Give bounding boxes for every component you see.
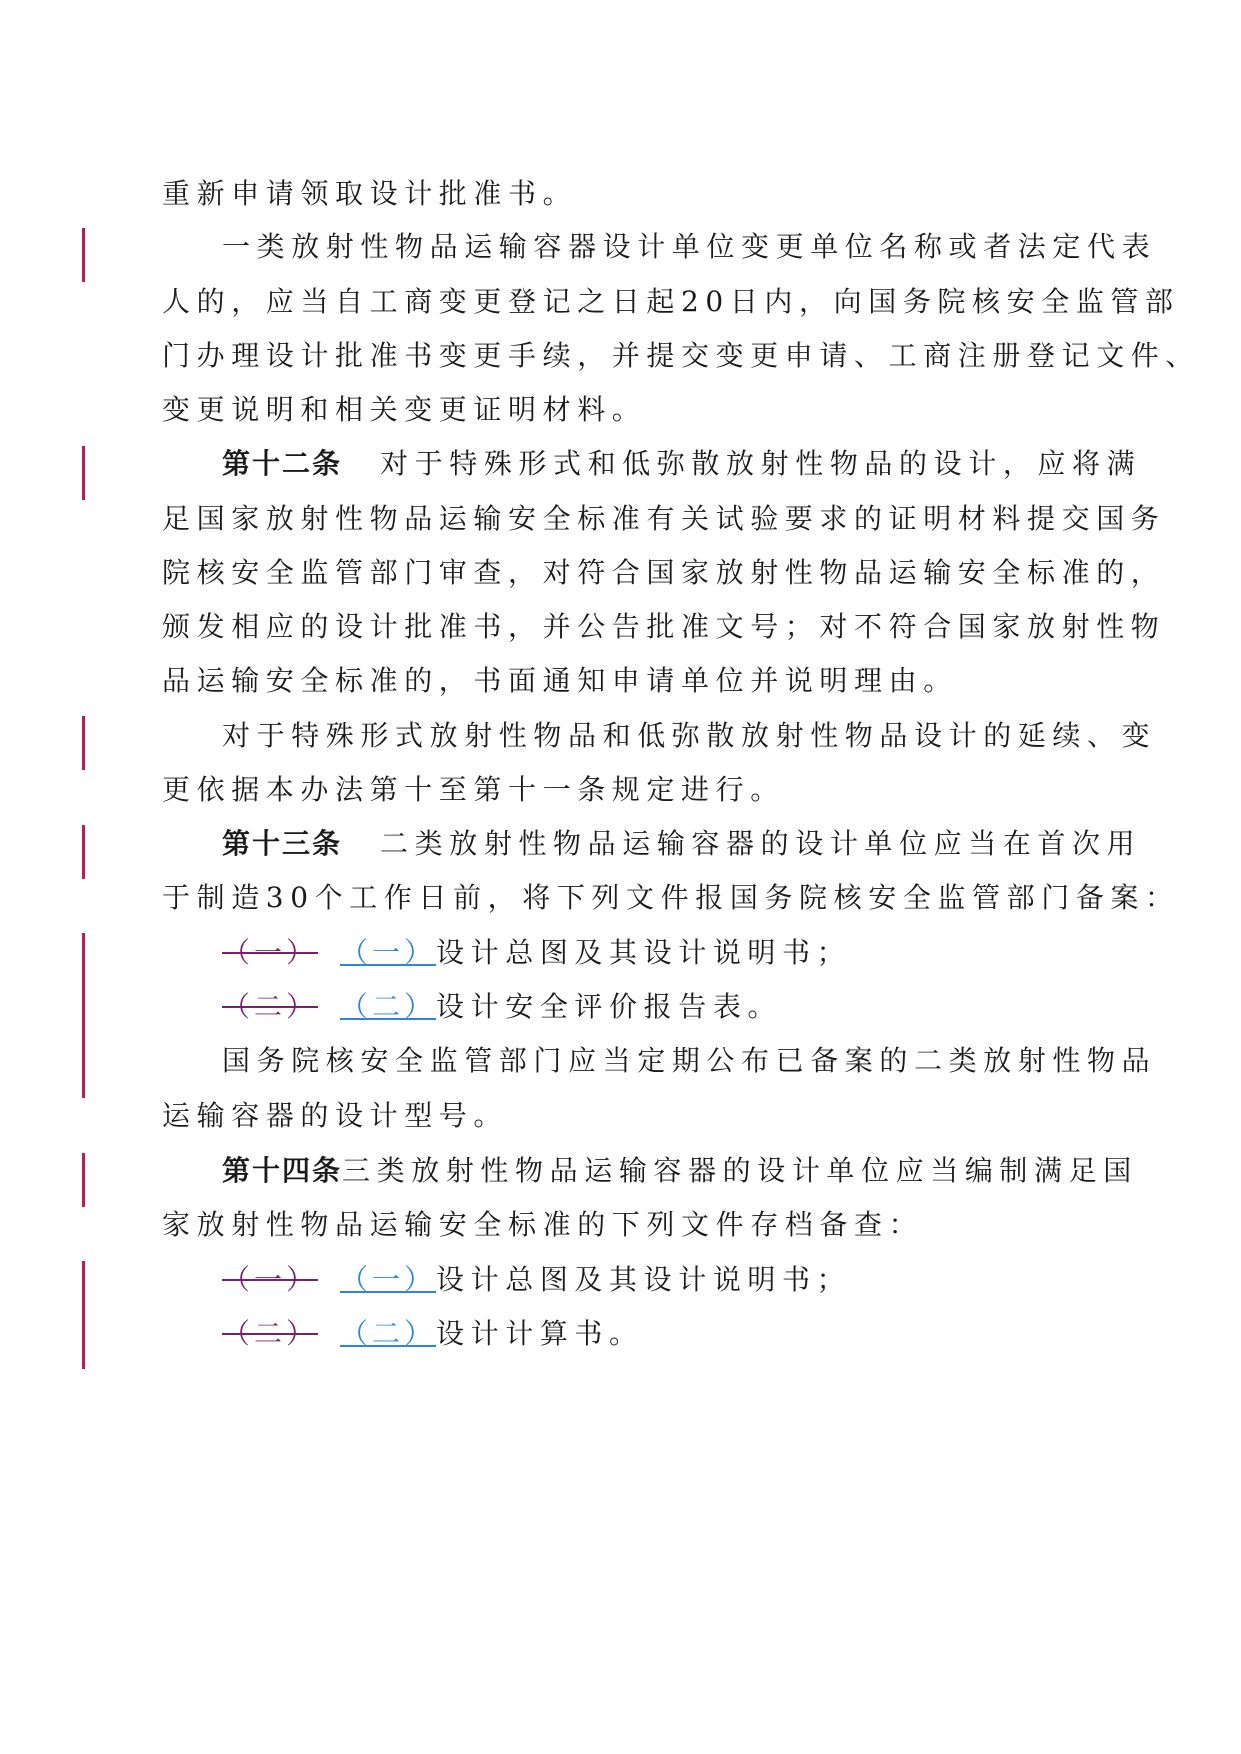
text-line: 家放射性物品运输安全标准的下列文件存档备查： [162, 1208, 924, 1241]
change-bar [82, 1153, 85, 1207]
inserted-text: （二） [340, 990, 437, 1023]
text-line: 对于特殊形式放射性物品和低弥散放射性物品设计的延续、变 [222, 719, 1157, 752]
article-heading: 第十四条 [222, 1154, 343, 1187]
text-line: 一类放射性物品运输容器设计单位变更单位名称或者法定代表 [222, 230, 1157, 263]
list-item [222, 1316, 644, 1352]
list-item [222, 1262, 851, 1298]
article-heading: 第十二条 [222, 447, 343, 480]
text-run: 对于特殊形式和低弥散放射性物品的设计，应将满 [380, 447, 1142, 480]
list-item [222, 989, 782, 1025]
text-line: 颁发相应的设计批准书，并公告批准文号；对不符合国家放射性物 [162, 610, 1166, 643]
article-14-line [222, 1153, 1138, 1189]
article-heading: 第十三条 [222, 827, 343, 860]
text-line: 变更说明和相关变更证明材料。 [162, 393, 647, 426]
change-bar [82, 716, 85, 770]
change-bar [82, 933, 85, 1098]
text-run: 设计总图及其设计说明书； [436, 936, 852, 969]
inserted-text: （一） [340, 1263, 437, 1296]
text-line: 重新申请领取设计批准书。 [162, 177, 578, 210]
change-bar [82, 446, 85, 500]
text-line: 更依据本办法第十至第十一条规定进行。 [162, 773, 785, 806]
text-run: 二类放射性物品运输容器的设计单位应当在首次用 [380, 827, 1142, 860]
deleted-text: （二） [222, 1317, 319, 1350]
text-run: 三类放射性物品运输容器的设计单位应当编制满足国 [342, 1154, 1138, 1187]
text-line: 人的，应当自工商变更登记之日起20日内，向国务院核安全监管部 [162, 285, 1180, 318]
text-line: 运输容器的设计型号。 [162, 1099, 509, 1132]
change-bar [82, 825, 85, 879]
text-line: 院核安全监管部门审查，对符合国家放射性物品运输安全标准的， [162, 556, 1166, 589]
text-line: 门办理设计批准书变更手续，并提交变更申请、工商注册登记文件、 [162, 339, 1201, 372]
list-item [222, 935, 851, 971]
text-run: 设计总图及其设计说明书； [436, 1263, 852, 1296]
text-line: 品运输安全标准的，书面通知申请单位并说明理由。 [162, 664, 958, 697]
text-line: 于制造30个工作日前，将下列文件报国务院核安全监管部门备案： [162, 881, 1180, 914]
article-12-line [222, 446, 1141, 482]
text-run: 设计计算书。 [436, 1317, 644, 1350]
text-line: 国务院核安全监管部门应当定期公布已备案的二类放射性物品 [222, 1044, 1157, 1077]
text-run: 设计安全评价报告表。 [436, 990, 783, 1023]
text-line: 足国家放射性物品运输安全标准有关试验要求的证明材料提交国务 [162, 502, 1166, 535]
inserted-text: （一） [340, 936, 437, 969]
deleted-text: （一） [222, 1263, 319, 1296]
inserted-text: （二） [340, 1317, 437, 1350]
deleted-text: （一） [222, 936, 319, 969]
change-bar [82, 228, 85, 282]
article-13-line [222, 826, 1141, 862]
deleted-text: （二） [222, 990, 319, 1023]
change-bar [82, 1261, 85, 1369]
